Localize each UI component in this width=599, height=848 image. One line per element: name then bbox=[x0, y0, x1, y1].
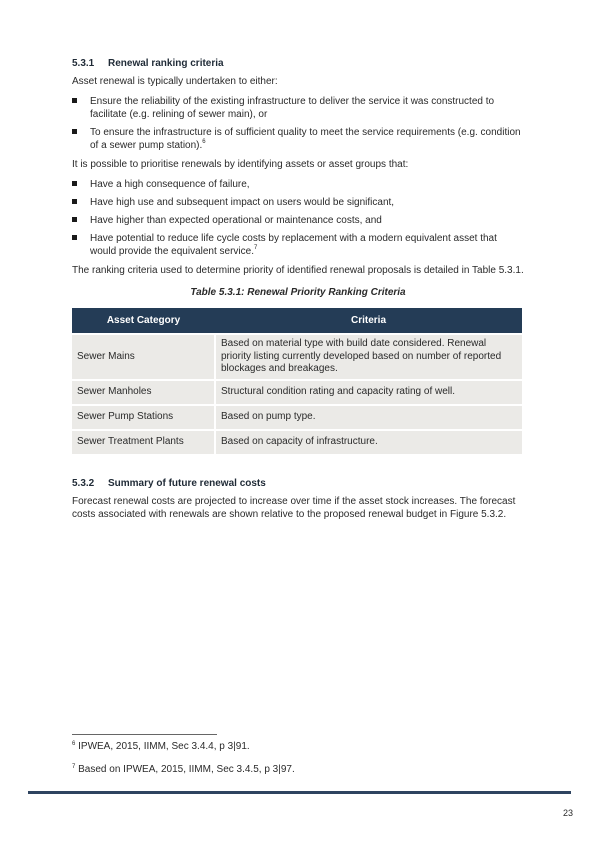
footnote-7 bbox=[72, 764, 295, 775]
section-title: Summary of future renewal costs bbox=[108, 478, 266, 489]
criteria-cell: Structural condition rating and capacity rating of well. bbox=[215, 380, 522, 405]
list-item-text: Have higher than expected operational or maintenance costs, and bbox=[90, 215, 382, 226]
table-header-row bbox=[72, 308, 522, 334]
renewal-priority-table bbox=[72, 308, 522, 454]
header-criteria: Criteria bbox=[215, 308, 522, 334]
footnote-ref-7[interactable]: 7 bbox=[253, 245, 258, 251]
renewal-purpose-list bbox=[72, 95, 524, 152]
table-row bbox=[72, 405, 522, 430]
section-heading-5-3-1 bbox=[72, 58, 524, 69]
list-item bbox=[72, 196, 524, 209]
square-bullet-icon bbox=[72, 235, 77, 240]
asset-category-cell: Sewer Treatment Plants bbox=[72, 430, 215, 454]
footnote-mark: 6 bbox=[72, 741, 76, 747]
asset-category-cell: Sewer Pump Stations bbox=[72, 405, 215, 430]
footnote-text: IPWEA, 2015, IIMM, Sec 3.4.4, p 3|91. bbox=[78, 741, 250, 752]
footer-divider bbox=[28, 791, 571, 794]
footnote-ref-6[interactable]: 6 bbox=[202, 139, 206, 145]
page-number: 23 bbox=[562, 808, 573, 818]
asset-category-cell: Sewer Manholes bbox=[72, 380, 215, 405]
asset-category-cell: Sewer Mains bbox=[72, 334, 215, 380]
list-item bbox=[72, 214, 524, 227]
ranking-paragraph: The ranking criteria used to determine priority of identified renewal proposals is detailed in Table 5.3.1. bbox=[72, 265, 524, 276]
section-number: 5.3.2 bbox=[72, 478, 95, 489]
list-item bbox=[72, 232, 524, 258]
list-item-text: Have potential to reduce life cycle costs by replacement with a modern equivalent asset that would provide the equivalent service. bbox=[90, 233, 497, 257]
table-row bbox=[72, 334, 522, 380]
criteria-cell: Based on pump type. bbox=[215, 405, 522, 430]
table-row bbox=[72, 430, 522, 454]
prioritise-criteria-list bbox=[72, 178, 524, 258]
table-row bbox=[72, 380, 522, 405]
square-bullet-icon bbox=[72, 199, 77, 204]
list-item-text: Have high use and subsequent impact on users would be significant, bbox=[90, 197, 395, 208]
footnote-6 bbox=[72, 741, 250, 752]
footnote-divider bbox=[72, 734, 217, 735]
page-body bbox=[72, 58, 524, 528]
footnote-mark: 7 bbox=[72, 764, 76, 770]
forecast-paragraph: Forecast renewal costs are projected to increase over time if the asset stock increases. The forecast costs associated with renewals are shown relative to the proposed renewal budget in Figure 5.3.2. bbox=[72, 496, 516, 520]
section-heading-5-3-2 bbox=[72, 478, 524, 489]
prioritise-paragraph: It is possible to prioritise renewals by identifying assets or asset groups that: bbox=[72, 159, 409, 170]
list-item bbox=[72, 126, 524, 152]
list-item bbox=[72, 178, 524, 191]
footnote-text: Based on IPWEA, 2015, IIMM, Sec 3.4.5, p 3|97. bbox=[78, 764, 295, 775]
intro-paragraph: Asset renewal is typically undertaken to either: bbox=[72, 76, 278, 87]
square-bullet-icon bbox=[72, 181, 77, 186]
list-item bbox=[72, 95, 524, 121]
square-bullet-icon bbox=[72, 129, 77, 134]
criteria-cell: Based on capacity of infrastructure. bbox=[215, 430, 522, 454]
square-bullet-icon bbox=[72, 217, 77, 222]
list-item-text: Have a high consequence of failure, bbox=[90, 179, 250, 190]
table-caption: Table 5.3.1: Renewal Priority Ranking Criteria bbox=[190, 287, 406, 298]
list-item-text: Ensure the reliability of the existing infrastructure to deliver the service it was constructed to facilitate (e.g. relining of sewer main), or bbox=[90, 96, 495, 120]
section-number: 5.3.1 bbox=[72, 58, 95, 69]
square-bullet-icon bbox=[72, 98, 77, 103]
section-title: Renewal ranking criteria bbox=[108, 58, 224, 69]
list-item-text: To ensure the infrastructure is of sufficient quality to meet the service requirements (e.g. condition of a sewer pump station). bbox=[90, 127, 521, 151]
header-asset-category: Asset Category bbox=[72, 308, 215, 334]
criteria-cell: Based on material type with build date considered. Renewal priority listing currently developed based on number of reported blockages and breakages. bbox=[215, 334, 522, 380]
